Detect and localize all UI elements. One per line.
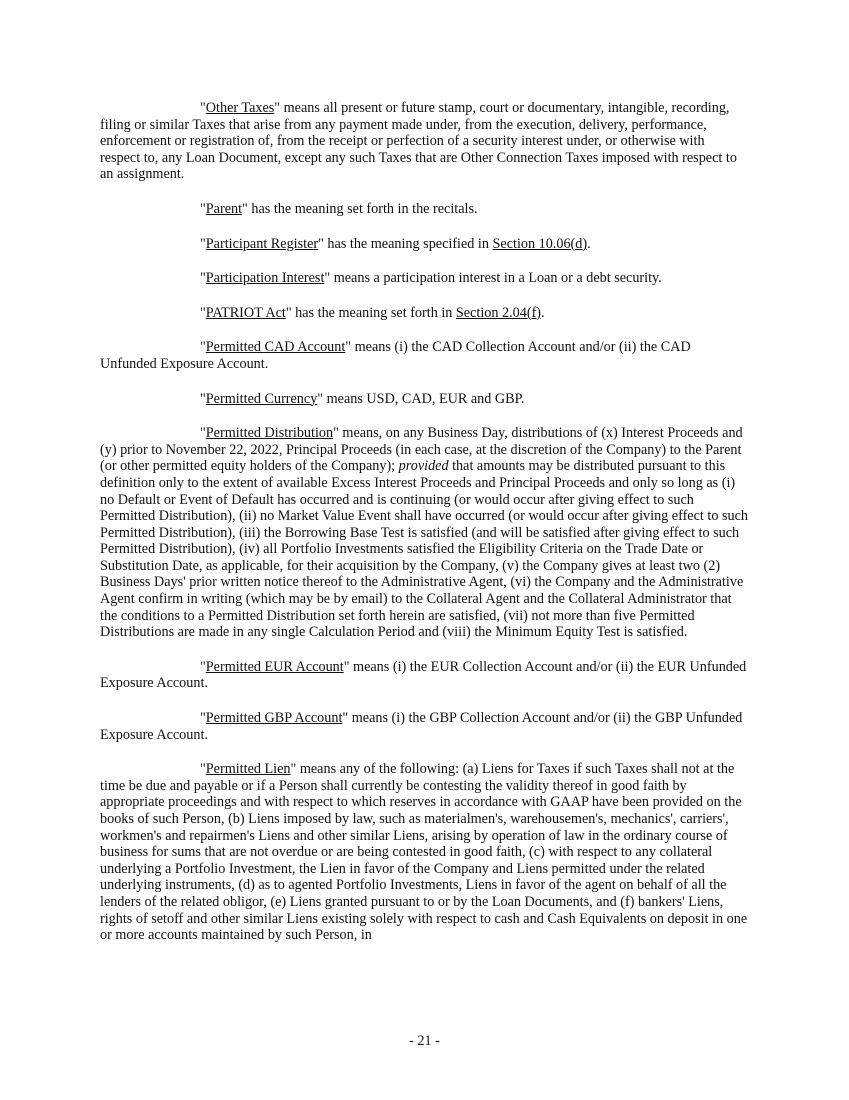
definition-permitted-lien: "Permitted Lien" means any of the following: (a) Liens for Taxes if such Taxes shall not at the time be due and payable or if a Person shall currently be contesting the validity thereof in good faith by appropriate proceedings and with respect to which reserves in accordance with GAAP have been provided on the books of such Person, (b) Liens imposed by law, such as materialmen's, warehousemen's, mechanics', carriers', workmen's and repairmen's Liens and other similar Liens, arising by operation of law in the ordinary course of business for sums that are not overdue or are being contested in good faith, (c) with respect to any collateral underlying a Portfolio Investment, the Lien in favor of the Company and Liens permitted under the related underlying instruments, (d) as to agented Portfolio Investments, Liens in favor of the agent on behalf of all the lenders of the related obligor, (e) Liens granted pursuant to or by the Loan Documents, and (f) bankers' Liens, rights of setoff and other similar Liens existing solely with respect to cash and Cash Equivalents on deposit in one or more accounts maintained by such Person, in (100, 761, 748, 944)
document-body (100, 100, 748, 962)
definition-text-continued: that amounts may be distributed pursuant to this definition only to the extent of available Excess Interest Proceeds and Principal Proceeds and only so long as (i) no Default or Event of Default has occurred and is continuing (or would occur after giving effect to such Permitted Distribution), (ii) no Market Value Event shall have occurred (or would occur after giving effect to such Permitted Distribution), (iii) the Borrowing Base Test is satisfied (and will be satisfied after giving effect to such Permitted Distribution), (iv) all Portfolio Investments satisfied the Eligibility Criteria on the Trade Date or Substitution Date, as applicable, for their acquisition by the Company, (v) the Company gives at least two (2) Business Days' prior written notice thereof to the Administrative Agent, (vi) the Company and the Administrative Agent confirm in writing (which may be by email) to the Collateral Agent and the Collateral Administrator that the conditions to a Permitted Distribution set forth herein are satisfied, (vii) not more than five Permitted Distributions are made in any single Calculation Period and (viii) the Minimum Equity Test is satisfied. (100, 458, 748, 641)
definition-text: " means a participation interest in a Loan or a debt security. (324, 270, 662, 287)
definition-text: " means (i) the GBP Collection Account and/or (ii) the GBP Unfunded Exposure Account. (100, 710, 743, 743)
definition-permitted-eur-account: "Permitted EUR Account" means (i) the EUR Collection Account and/or (ii) the EUR Unfunded Exposure Account. (100, 658, 747, 692)
definition-text: " means all present or future stamp, court or documentary, intangible, recording, filing or similar Taxes that arise from any payment made under, from the execution, delivery, performance, enforcement or registration of, from the receipt or perfection of a security interest under, or otherwise with respect to, any Loan Document, except any such Taxes that are Other Connection Taxes imposed with respect to an assignment. (100, 100, 737, 183)
defined-term: Permitted EUR Account (205, 658, 344, 675)
definition-text: " means any of the following: (a) Liens for Taxes if such Taxes shall not at the time be due and payable or if a Person shall currently be contesting the validity thereof in good faith by appropriate proceedings and with respect to which reserves in accordance with GAAP have been provided on the books of such Person, (b) Liens imposed by law, such as materialmen's, warehousemen's, mechanics', carriers', workmen's and repairmen's Liens and other similar Liens, arising by operation of law in the ordinary course of business for sums that are not overdue or are being contested in good faith, (c) with respect to any collateral underlying a Portfolio Investment, the Lien in favor of the Company and Liens permitted under the related underlying instruments, (d) as to agented Portfolio Investments, Liens in favor of the agent on behalf of all the lenders of the related obligor, (e) Liens granted pursuant to or by the Loan Documents, and (f) bankers' Liens, rights of setoff and other similar Liens existing solely with respect to cash and Cash Equivalents on deposit in one or more accounts maintained by such Person, in (100, 761, 748, 944)
section-reference-link[interactable]: Section 10.06(d) (492, 235, 588, 252)
definition-text-end: . (541, 304, 545, 321)
definition-participation-interest: "Participation Interest" means a participation interest in a Loan or a debt security. (200, 270, 662, 287)
definition-text: " means, on any Business Day, distributions of (x) Interest Proceeds and (y) prior to November 22, 2022, Principal Proceeds (in each case, at the discretion of the Company) to the Parent (or other permitted equity holders of the Company); (100, 425, 743, 475)
definition-permitted-gbp-account: "Permitted GBP Account" means (i) the GBP Collection Account and/or (ii) the GBP Unfunded Exposure Account. (100, 710, 743, 743)
definition-participant-register: "Participant Register" has the meaning specified in Section 10.06(d). (200, 235, 591, 252)
defined-term: Permitted GBP Account (205, 710, 343, 727)
defined-term: Participant Register (205, 235, 319, 252)
defined-term: Permitted Currency (205, 390, 318, 407)
definition-text: " means USD, CAD, EUR and GBP. (317, 390, 525, 407)
definition-permitted-cad-account: "Permitted CAD Account" means (i) the CAD Collection Account and/or (ii) the CAD Unfunded Exposure Account. (100, 339, 691, 372)
definition-permitted-currency: "Permitted Currency" means USD, CAD, EUR and GBP. (200, 390, 525, 407)
defined-term: PATRIOT Act (205, 304, 286, 321)
defined-term: Other Taxes (205, 100, 275, 116)
definition-other-taxes: "Other Taxes" means all present or future stamp, court or documentary, intangible, recording, filing or similar Taxes that arise from any payment made under, from the execution, delivery, performance, enforcement or registration of, from the receipt or perfection of a security interest under, or otherwise with respect to, any Loan Document, except any such Taxes that are Other Connection Taxes imposed with respect to an assignment. (100, 100, 737, 183)
definition-text: " means (i) the CAD Collection Account and/or (ii) the CAD Unfunded Exposure Account. (100, 339, 691, 372)
defined-term: Permitted Lien (205, 761, 291, 778)
defined-term: Permitted Distribution (205, 425, 334, 442)
definition-text-end: . (587, 235, 591, 252)
definition-permitted-distribution: "Permitted Distribution" means, on any Business Day, distributions of (x) Interest Proceeds and (y) prior to November 22, 2022, Principal Proceeds (in each case, at the discretion of the Company) to the Parent (or other permitted equity holders of the Company); provided that amounts may be distributed pursuant to this definition only to the extent of available Excess Interest Proceeds and Principal Proceeds and only so long as (i) no Default or Event of Default has occurred and is continuing (or would occur after giving effect to such Permitted Distribution), (ii) no Market Value Event shall have occurred (or would occur after giving effect to such Permitted Distribution), (iii) the Borrowing Base Test is satisfied (and will be satisfied after giving effect to such Permitted Distribution), (iv) all Portfolio Investments satisfied the Eligibility Criteria on the Trade Date or Substitution Date, as applicable, for their acquisition by the Company, (v) the Company gives at least two (2) Business Days' prior written notice thereof to the Administrative Agent, (vi) the Company and the Administrative Agent confirm in writing (which may be by email) to the Collateral Agent and the Collateral Administrator that the conditions to a Permitted Distribution set forth herein are satisfied, (vii) not more than five Permitted Distributions are made in any single Calculation Period and (viii) the Minimum Equity Test is satisfied. (100, 425, 748, 641)
definition-parent: "Parent" has the meaning set forth in the recitals. (200, 200, 478, 217)
defined-term: Participation Interest (205, 270, 325, 287)
defined-term: Parent (205, 200, 243, 217)
proviso-italic: provided (398, 458, 449, 475)
defined-term: Permitted CAD Account (205, 339, 346, 356)
section-reference-link[interactable]: Section 2.04(f) (455, 304, 542, 321)
definition-text: " has the meaning set forth in (285, 304, 456, 321)
definition-text: " has the meaning set forth in the recitals. (242, 200, 478, 217)
definition-text: " means (i) the EUR Collection Account and/or (ii) the EUR Unfunded Exposure Account. (100, 658, 747, 692)
definition-text: " has the meaning specified in (318, 235, 493, 252)
page-number: - 21 - (409, 1033, 440, 1049)
definition-patriot-act: "PATRIOT Act" has the meaning set forth in Section 2.04(f). (200, 304, 545, 321)
